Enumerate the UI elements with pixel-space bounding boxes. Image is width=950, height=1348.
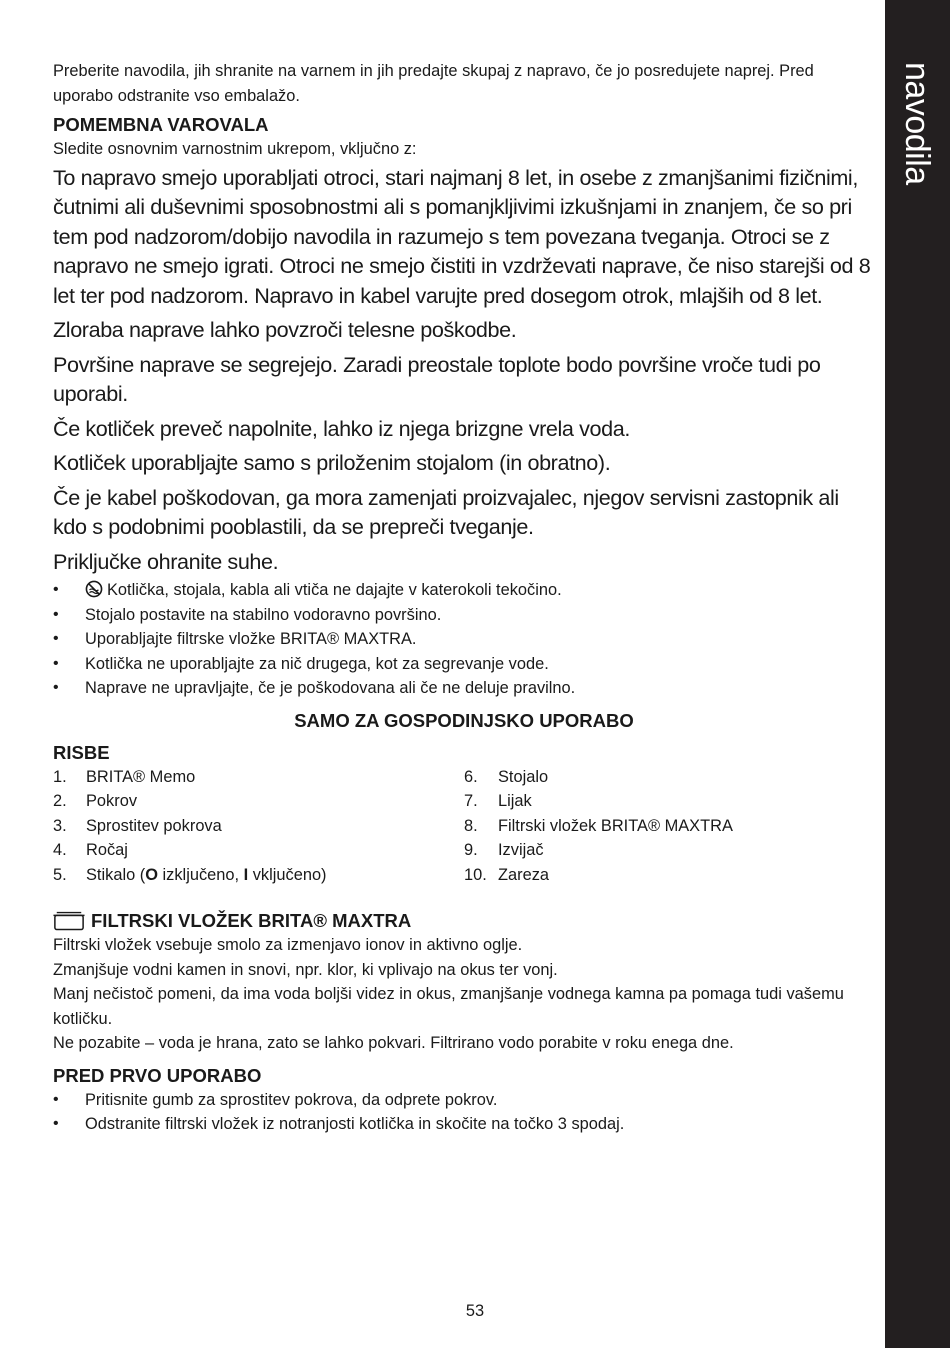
safety-bullets (53, 578, 875, 701)
intro-text: Preberite navodila, jih shranite na varnem in jih predajte skupaj z napravo, če jo posredujete naprej. Pred uporabo odstranite vso embalažo. (53, 62, 814, 105)
list-item: • Uporabljajte filtrske vložke BRITA® MAXTRA. (53, 630, 417, 648)
filter-heading-row (53, 909, 875, 933)
list-item: 4. Ročaj (53, 841, 128, 859)
safety-paragraph: Če kotliček preveč napolnite, lahko iz njega brizgne vrela voda. (53, 415, 630, 441)
safety-paragraph: Površine naprave se segrejejo. Zaradi preostale toplote bodo površine vroče tudi po uporabi. (53, 351, 821, 406)
safety-paragraph: Če je kabel poškodovan, ga mora zamenjati proizvajalec, njegov servisni zastopnik ali kdo s podobnimi pooblastili, da se prepreči tveganje. (53, 484, 839, 539)
list-item: • Pritisnite gumb za sprostitev pokrova, da odprete pokrov. (53, 1090, 498, 1109)
list-item: 1. BRITA® Memo (53, 767, 196, 786)
filter-text: Zmanjšuje vodni kamen in snovi, npr. klor, ki vplivajo na okus ter vonj. (53, 960, 558, 979)
side-tab (885, 0, 950, 1348)
list-item: 9. Izvijač (464, 841, 544, 859)
figures-column-right (464, 765, 875, 888)
household-only-notice: SAMO ZA GOSPODINJSKO UPORABO (294, 709, 634, 731)
list-item: 3. Sprostitev pokrova (53, 816, 222, 835)
first-use-bullets (53, 1088, 875, 1137)
safety-subheading: Sledite osnovnim varnostnim ukrepom, vključno z: (53, 140, 417, 158)
safety-heading: POMEMBNA VAROVALA (53, 114, 269, 135)
page-number: 53 (465, 1302, 485, 1320)
list-item: 8. Filtrski vložek BRITA® MAXTRA (464, 816, 733, 835)
content (53, 59, 875, 1137)
list-item: 5. Stikalo (O izključeno, I vključeno) (53, 865, 327, 884)
filter-heading: FILTRSKI VLOŽEK BRITA® MAXTRA (91, 910, 412, 931)
filter-text: Ne pozabite – voda je hrana, zato se lahko pokvari. Filtrirano vodo porabite v roku enega dne. (53, 1034, 734, 1052)
list-item: • Kotlička ne uporabljajte za nič drugega, kot za segrevanje vode. (53, 654, 549, 673)
list-item: • Odstranite filtrski vložek iz notranjosti kotlička in skočite na točko 3 spodaj. (53, 1115, 625, 1133)
list-item: • Stojalo postavite na stabilno vodoravno površino. (53, 605, 442, 624)
list-item: 7. Lijak (464, 792, 532, 810)
safety-paragraph: Kotliček uporabljajte samo s priloženim stojalom (in obratno). (53, 450, 611, 475)
no-immerse-icon (85, 580, 103, 598)
safety-paragraph: To napravo smejo uporabljati otroci, stari najmanj 8 let, in osebe z zmanjšanimi fizičnimi, čutnimi ali duševnimi sposobnostmi ali s pomanjkljivimi izkušnjami in znanjem, če so pri tem pod nadzorom/dobijo navodila in razumejo s tem povezana tveganja. Otroci se z napravo ne smejo igrati. Otroci ne smejo čistiti in vzdrževati naprave, če niso starejši od 8 let ter pod nadzorom. Napravo in kabel varujte pred dosegom otrok, mlajših od 8 let. (53, 164, 871, 308)
list-item: 6. Stojalo (464, 767, 549, 786)
list-item: 10. Zareza (464, 865, 550, 884)
list-item: • Kotlička, stojala, kabla ali vtiča ne dajajte v katerokoli tekočino. (53, 581, 562, 599)
filter-text: Manj nečistoč pomeni, da ima voda boljši videz in okus, zmanjšanje vodnega kamna pa pomaga tudi vašemu kotličku. (53, 985, 844, 1028)
list-item: • Naprave ne upravljajte, če je poškodovana ali če ne deluje pravilno. (53, 679, 576, 697)
list-item: 2. Pokrov (53, 792, 138, 810)
first-use-heading: PRED PRVO UPORABO (53, 1064, 262, 1086)
figures-list (53, 765, 875, 888)
figures-column-left (53, 765, 464, 888)
safety-paragraph: Zloraba naprave lahko povzroči telesne poškodbe. (53, 317, 517, 342)
safety-paragraph: Priključke ohranite suhe. (53, 548, 279, 574)
filter-text: Filtrski vložek vsebuje smolo za izmenjavo ionov in aktivno oglje. (53, 936, 523, 954)
filter-cartridge-icon (53, 910, 85, 932)
figures-heading: RISBE (53, 741, 110, 763)
side-tab-label: navodila (898, 62, 936, 185)
